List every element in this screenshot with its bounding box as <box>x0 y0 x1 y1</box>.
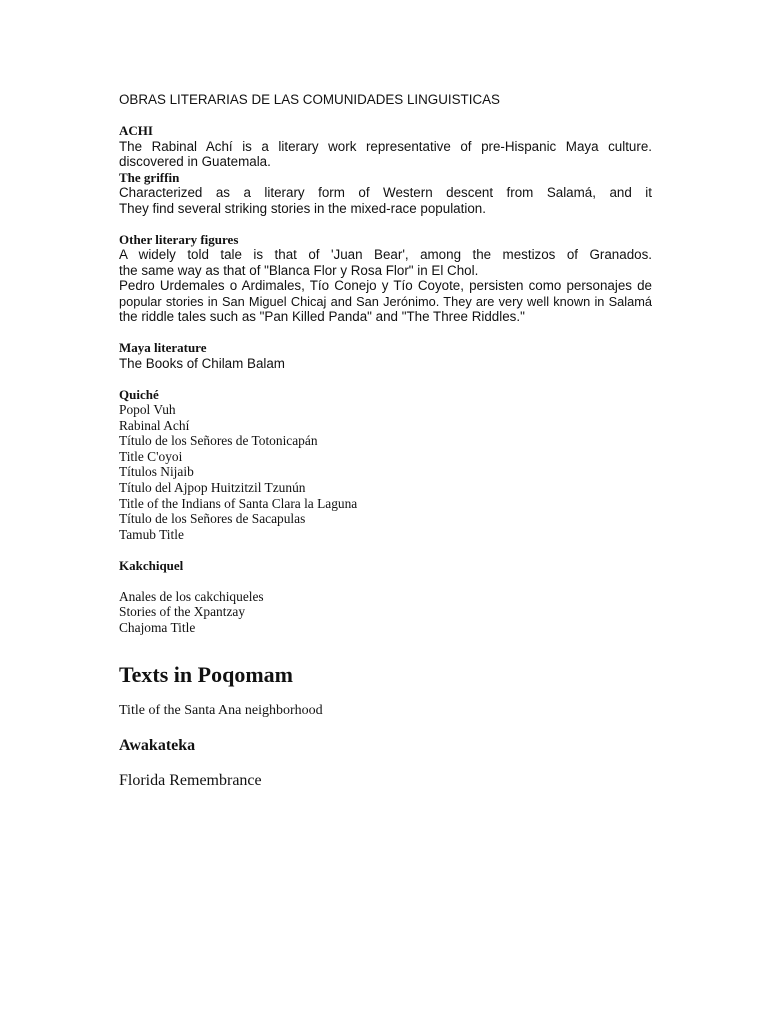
section-heading-maya: Maya literature <box>119 340 207 355</box>
achi-line-2: discovered in Guatemala. <box>119 154 271 169</box>
maya-line-1: The Books of Chilam Balam <box>119 355 285 371</box>
quiche-item: Title C'oyoi <box>119 448 183 464</box>
quiche-item: Title of the Indians of Santa Clara la Laguna <box>119 495 358 511</box>
document-title: OBRAS LITERARIAS DE LAS COMUNIDADES LINGUISTICAS <box>119 92 500 107</box>
quiche-item: Rabinal Achí <box>119 417 190 433</box>
kakchiquel-item: Chajoma Title <box>119 620 196 636</box>
griffin-line-1: Characterized as a literary form of Western descent from Salamá, and it <box>119 185 652 200</box>
quiche-item: Títulos Nijaib <box>119 464 194 480</box>
kakchiquel-item: Stories of the Xpantzay <box>119 604 246 620</box>
section-heading-other-figures: Other literary figures <box>119 231 239 247</box>
section-heading-poqomam: Texts in Poqomam <box>119 661 293 687</box>
other-figures-line-2: the same way as that of "Blanca Flor y Rosa Flor" in El Chol. <box>119 262 479 278</box>
section-heading-quiche: Quiché <box>119 386 159 402</box>
section-heading-kakchiquel: Kakchiquel <box>119 557 184 573</box>
other-figures-line-3: Pedro Urdemales o Ardimales, Tío Conejo y Tío Coyote, persisten como personajes de <box>119 278 652 293</box>
quiche-item: Título del Ajpop Huitzitzil Tzunún <box>119 479 306 495</box>
quiche-item: Título de los Señores de Sacapulas <box>119 511 306 527</box>
quiche-item: Tamub Title <box>119 526 184 542</box>
poqomam-text: Title of the Santa Ana neighborhood <box>119 702 323 718</box>
quiche-item: Título de los Señores de Totonicapán <box>119 433 318 449</box>
quiche-item: Popol Vuh <box>119 402 176 417</box>
section-heading-achi: ACHI <box>119 123 153 138</box>
achi-line-1: The Rabinal Achí is a literary work representative of pre-Hispanic Maya culture. <box>119 138 652 154</box>
kakchiquel-item: Anales de los cakchiqueles <box>119 588 264 604</box>
other-figures-line-4: popular stories in San Miguel Chicaj and San Jerónimo. They are very well known in Salamá <box>119 293 652 309</box>
section-heading-griffin: The griffin <box>119 169 180 185</box>
other-figures-line-1: A widely told tale is that of 'Juan Bear', among the mestizos of Granados. <box>119 247 652 262</box>
other-figures-line-5: the riddle tales such as "Pan Killed Panda" and "The Three Riddles." <box>119 309 525 324</box>
griffin-line-2: They find several striking stories in the mixed-race population. <box>119 200 486 216</box>
awakateka-text: Florida Remembrance <box>119 771 262 789</box>
section-heading-awakateka: Awakateka <box>119 736 196 754</box>
document-page <box>119 92 652 791</box>
